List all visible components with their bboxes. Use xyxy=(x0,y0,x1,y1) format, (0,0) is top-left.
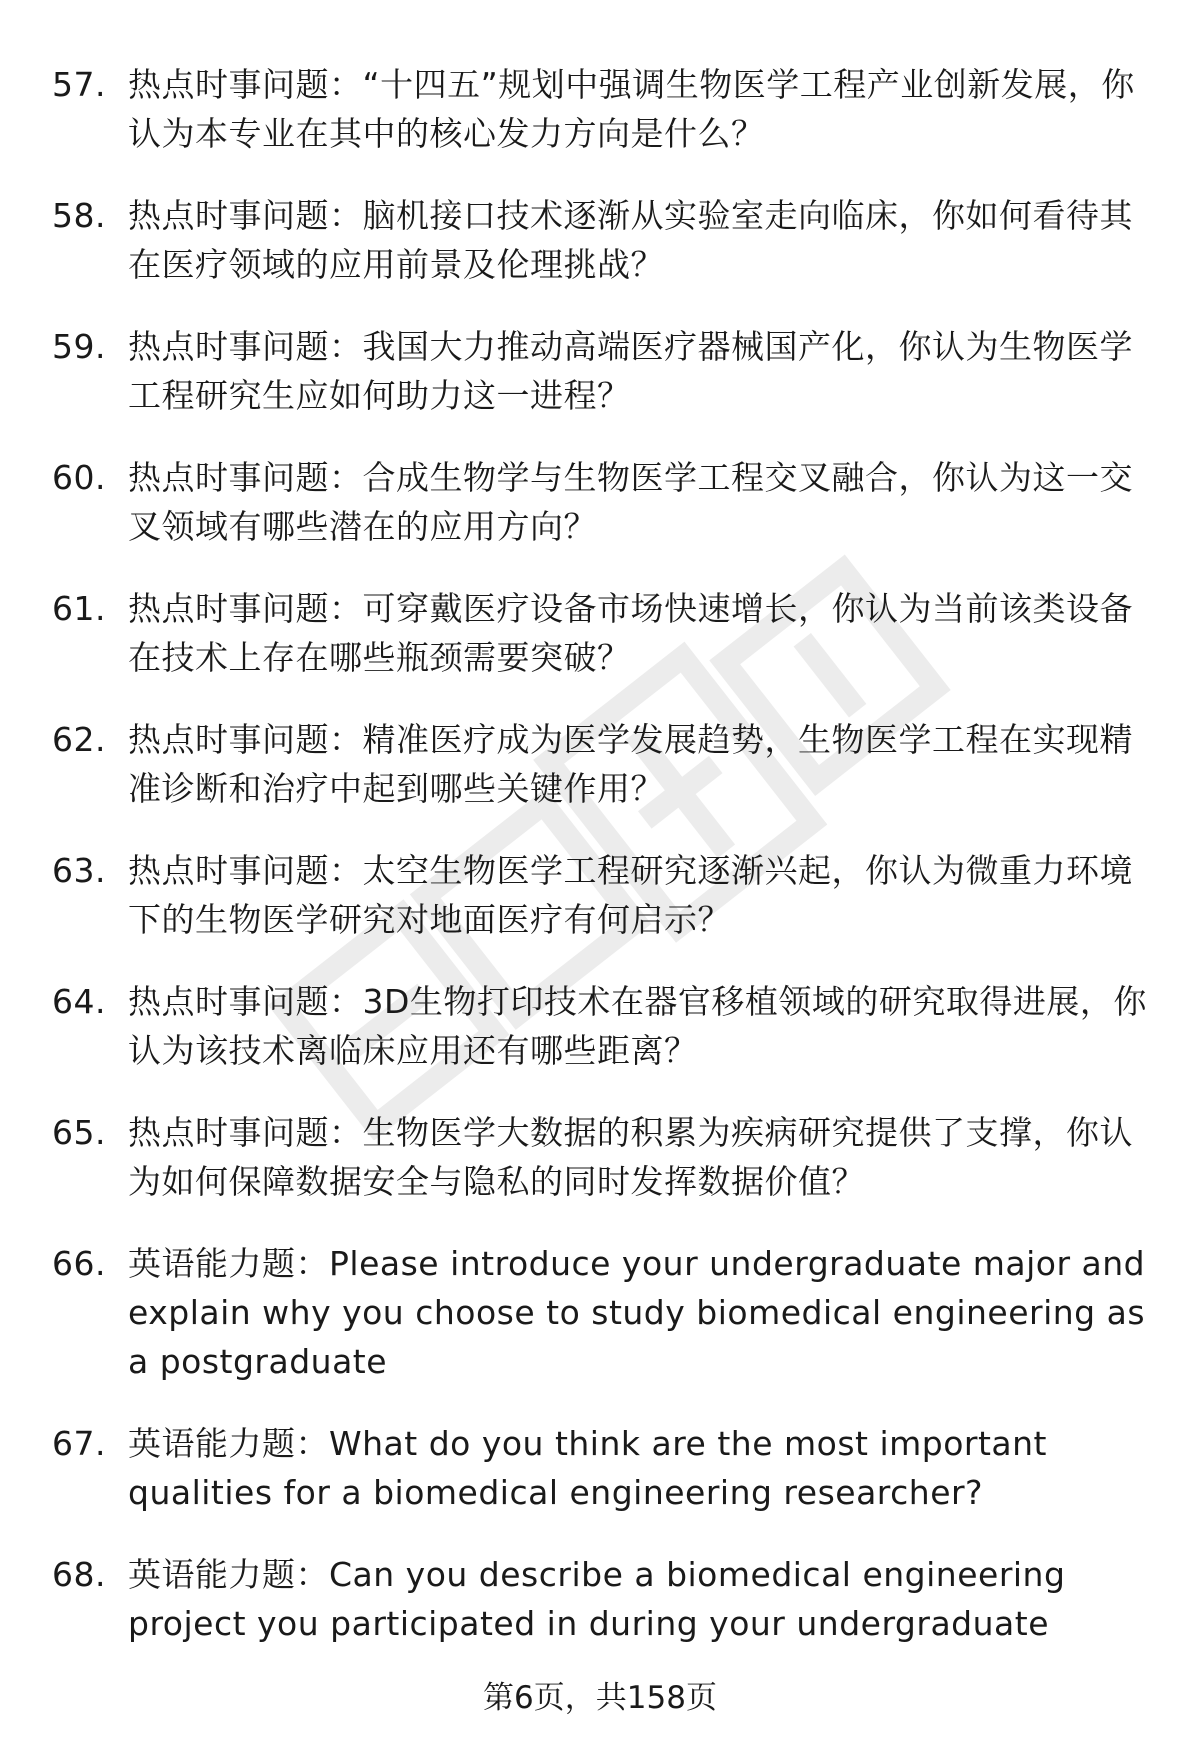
question-item xyxy=(52,453,1152,551)
question-item xyxy=(52,977,1152,1075)
question-category: 热点时事问题： xyxy=(128,196,363,235)
question-item xyxy=(52,191,1152,289)
question-number: 63. xyxy=(52,851,106,890)
question-body xyxy=(128,453,1152,551)
question-item xyxy=(52,60,1152,158)
question-category: 热点时事问题： xyxy=(128,851,363,890)
question-category: 热点时事问题： xyxy=(128,65,363,104)
question-number: 68. xyxy=(52,1555,106,1594)
question-text: 我国大力推动高端医疗器械国产化，你认为生物医学工程研究生应如何助力这一进程？ xyxy=(128,327,1133,415)
question-item xyxy=(52,322,1152,420)
question-item xyxy=(52,846,1152,944)
question-category: 热点时事问题： xyxy=(128,982,363,1021)
question-number: 64. xyxy=(52,982,106,1021)
question-category: 热点时事问题： xyxy=(128,327,363,366)
question-body xyxy=(128,191,1152,289)
question-item xyxy=(52,1108,1152,1206)
question-number: 65. xyxy=(52,1113,106,1152)
question-item xyxy=(52,1550,1152,1648)
question-body xyxy=(128,584,1152,682)
question-category: 热点时事问题： xyxy=(128,589,363,628)
question-body xyxy=(128,322,1152,420)
question-list xyxy=(52,60,1152,1681)
question-body xyxy=(128,1108,1152,1206)
question-number: 60. xyxy=(52,458,106,497)
question-text: 3D生物打印技术在器官移植领域的研究取得进展，你认为该技术离临床应用还有哪些距离？ xyxy=(128,982,1147,1070)
question-body xyxy=(128,1239,1152,1386)
question-text: 可穿戴医疗设备市场快速增长，你认为当前该类设备在技术上存在哪些瓶颈需要突破？ xyxy=(128,589,1133,677)
question-text: 合成生物学与生物医学工程交叉融合，你认为这一交叉领域有哪些潜在的应用方向？ xyxy=(128,458,1133,546)
question-text: 生物医学大数据的积累为疾病研究提供了支撑，你认为如何保障数据安全与隐私的同时发挥数据价值？ xyxy=(128,1113,1133,1201)
question-number: 62. xyxy=(52,720,106,759)
question-text: “十四五”规划中强调生物医学工程产业创新发展，你认为本专业在其中的核心发力方向是什么？ xyxy=(128,65,1135,153)
question-category: 英语能力题： xyxy=(128,1424,329,1463)
question-category: 英语能力题： xyxy=(128,1555,329,1594)
question-text: 太空生物医学工程研究逐渐兴起，你认为微重力环境下的生物医学研究对地面医疗有何启示？ xyxy=(128,851,1133,939)
question-text: 精准医疗成为医学发展趋势，生物医学工程在实现精准诊断和治疗中起到哪些关键作用？ xyxy=(128,720,1133,808)
question-text: Can you describe a biomedical engineering project you participated in during your undergraduate xyxy=(128,1555,1066,1643)
question-item xyxy=(52,1239,1152,1386)
question-item xyxy=(52,1419,1152,1517)
question-text: What do you think are the most important qualities for a biomedical engineering researcher? xyxy=(128,1424,1047,1512)
question-number: 58. xyxy=(52,196,106,235)
question-number: 67. xyxy=(52,1424,106,1463)
question-body xyxy=(128,1550,1152,1648)
question-body xyxy=(128,977,1152,1075)
question-category: 热点时事问题： xyxy=(128,458,363,497)
question-body xyxy=(128,846,1152,944)
question-text: Please introduce your undergraduate major and explain why you choose to study biomedical engineering as a postgraduate xyxy=(128,1244,1146,1381)
question-body xyxy=(128,1419,1152,1517)
question-text: 脑机接口技术逐渐从实验室走向临床，你如何看待其在医疗领域的应用前景及伦理挑战？ xyxy=(128,196,1133,284)
question-body xyxy=(128,715,1152,813)
question-category: 英语能力题： xyxy=(128,1244,329,1283)
question-number: 57. xyxy=(52,65,106,104)
question-number: 59. xyxy=(52,327,106,366)
question-number: 61. xyxy=(52,589,106,628)
question-item xyxy=(52,584,1152,682)
question-category: 热点时事问题： xyxy=(128,720,363,759)
question-category: 热点时事问题： xyxy=(128,1113,363,1152)
page-footer: 第6页，共158页 xyxy=(483,1680,717,1716)
question-body xyxy=(128,60,1152,158)
question-item xyxy=(52,715,1152,813)
question-number: 66. xyxy=(52,1244,106,1283)
